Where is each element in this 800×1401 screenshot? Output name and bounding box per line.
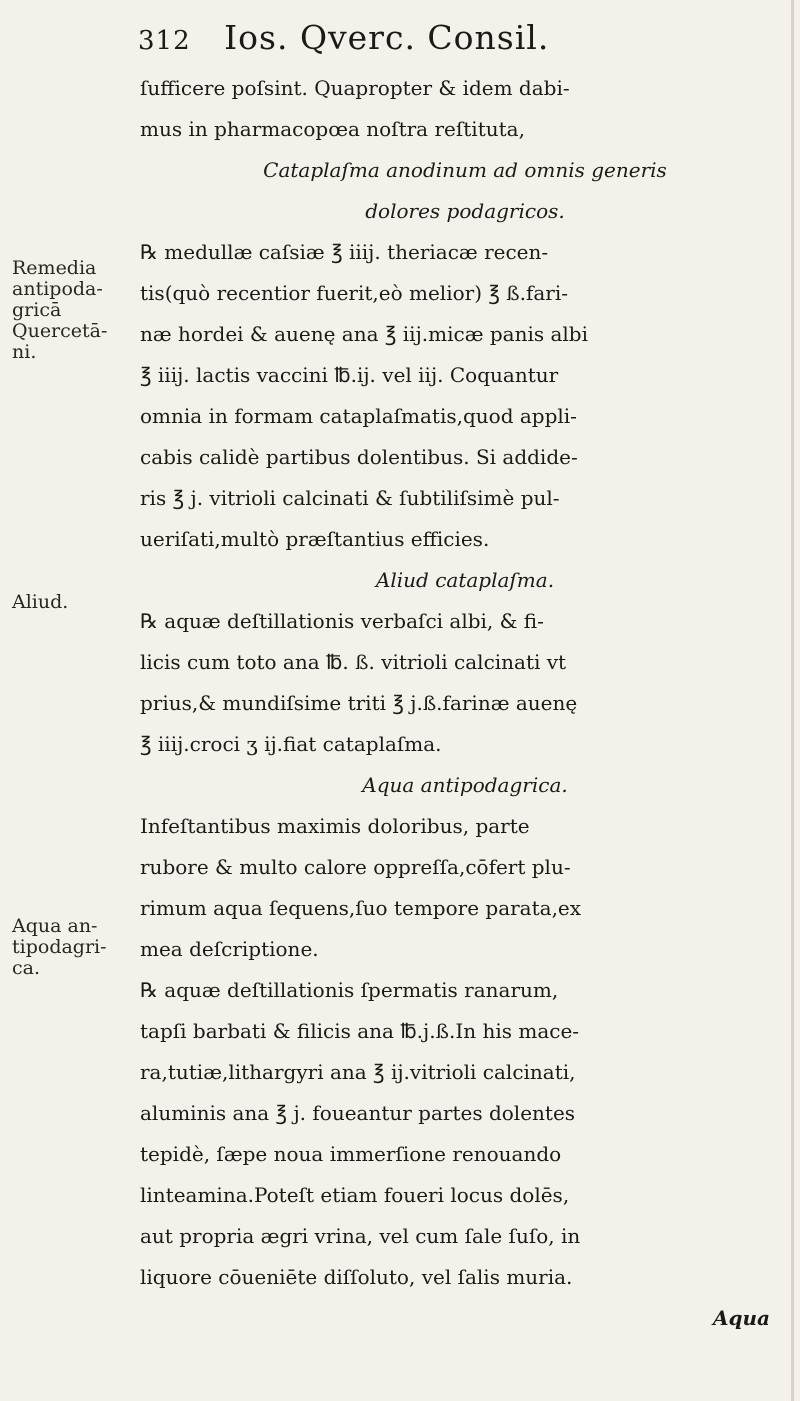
text-line: licis cum toto ana ℔. ß. vitrioli calcinati vt <box>140 650 567 674</box>
text-line: ris ℥ j. vitrioli calcinati & ſubtiliſsimè pul- <box>140 486 560 510</box>
running-head <box>138 18 778 57</box>
text-line: omnia in formam cataplaſmatis,quod appli- <box>140 404 577 428</box>
text-line: ℞ aquæ deſtillationis ſpermatis ranarum, <box>140 978 559 1002</box>
running-title: Ios. Qverc. Consil. <box>224 18 550 57</box>
marginal-note-line: ca. <box>12 957 41 979</box>
section-heading: Cataplaſma anodinum ad omnis generis <box>263 158 667 182</box>
text-line: ℥ iiij.croci ʒ ij.fiat cataplaſma. <box>140 732 442 756</box>
text-line: cabis calidè partibus dolentibus. Si addide- <box>140 445 578 469</box>
marginal-note-line: gricā <box>12 299 62 321</box>
text-line: ℥ iiij. lactis vaccini ℔.ij. vel iij. Coquantur <box>140 363 559 387</box>
text-line: linteamina.Poteſt etiam foueri locus dolēs, <box>140 1183 570 1207</box>
marginal-note-line: tipodagri- <box>12 936 107 958</box>
section-heading: Aqua antipodagrica. <box>362 773 568 797</box>
text-line: ſufficere poſsint. Quapropter & idem dabi- <box>140 76 570 100</box>
marginal-note-line: Aliud. <box>12 591 69 613</box>
marginal-note-aliud <box>12 592 130 613</box>
section-heading: Aliud cataplaſma. <box>375 568 555 592</box>
text-line: Infeſtantibus maximis doloribus, parte <box>140 814 530 838</box>
text-line: prius,& mundiſsime triti ℥ j.ß.farinæ auenę <box>140 691 578 715</box>
text-line: mea deſcriptione. <box>140 937 319 961</box>
text-line: rimum aqua ſequens,ſuo tempore parata,ex <box>140 896 582 920</box>
marginal-note-line: Remedia <box>12 257 97 279</box>
text-line: tepidè, ſæpe noua immerſione renouando <box>140 1142 562 1166</box>
marginal-note-remedia <box>12 258 130 363</box>
text-line: liquore cōueniēte diſſoluto, vel ſalis muria. <box>140 1265 573 1289</box>
text-line: tis(quò recentior fuerit,eò melior) ℥ ß.fari- <box>140 281 569 305</box>
text-line: aluminis ana ℥ j. foueantur partes dolentes <box>140 1101 576 1125</box>
page-edge <box>791 0 794 1401</box>
page-number: 312 <box>138 26 191 56</box>
marginal-note-line: antipoda- <box>12 278 103 300</box>
text-line: mus in pharmacopœa noſtra reſtituta, <box>140 117 525 141</box>
text-line: rubore & multo calore oppreſſa,cōfert plu- <box>140 855 571 879</box>
text-line: ℞ aquæ deſtillationis verbaſci albi, & fi- <box>140 609 544 633</box>
marginal-note-line: Quercetā- <box>12 320 108 342</box>
marginal-note-line: ni. <box>12 341 37 363</box>
catchword: Aqua <box>712 1306 770 1330</box>
marginal-note-line: Aqua an- <box>12 915 98 937</box>
main-text-block <box>140 68 790 1339</box>
text-line: ueriſati,multò præſtantius efficies. <box>140 527 490 551</box>
text-line: ra,tutiæ,lithargyri ana ℥ ij.vitrioli calcinati, <box>140 1060 576 1084</box>
section-heading: dolores podagricos. <box>365 199 565 223</box>
text-line: tapſi barbati & filicis ana ℔.j.ß.In his mace- <box>140 1019 580 1043</box>
text-line: næ hordei & auenę ana ℥ iij.micæ panis albi <box>140 322 588 346</box>
text-line: aut propria ægri vrina, vel cum ſale ſuſo, in <box>140 1224 581 1248</box>
text-line: ℞ medullæ caſsiæ ℥ iiij. theriacæ recen- <box>140 240 549 264</box>
marginal-note-aqua <box>12 916 130 979</box>
